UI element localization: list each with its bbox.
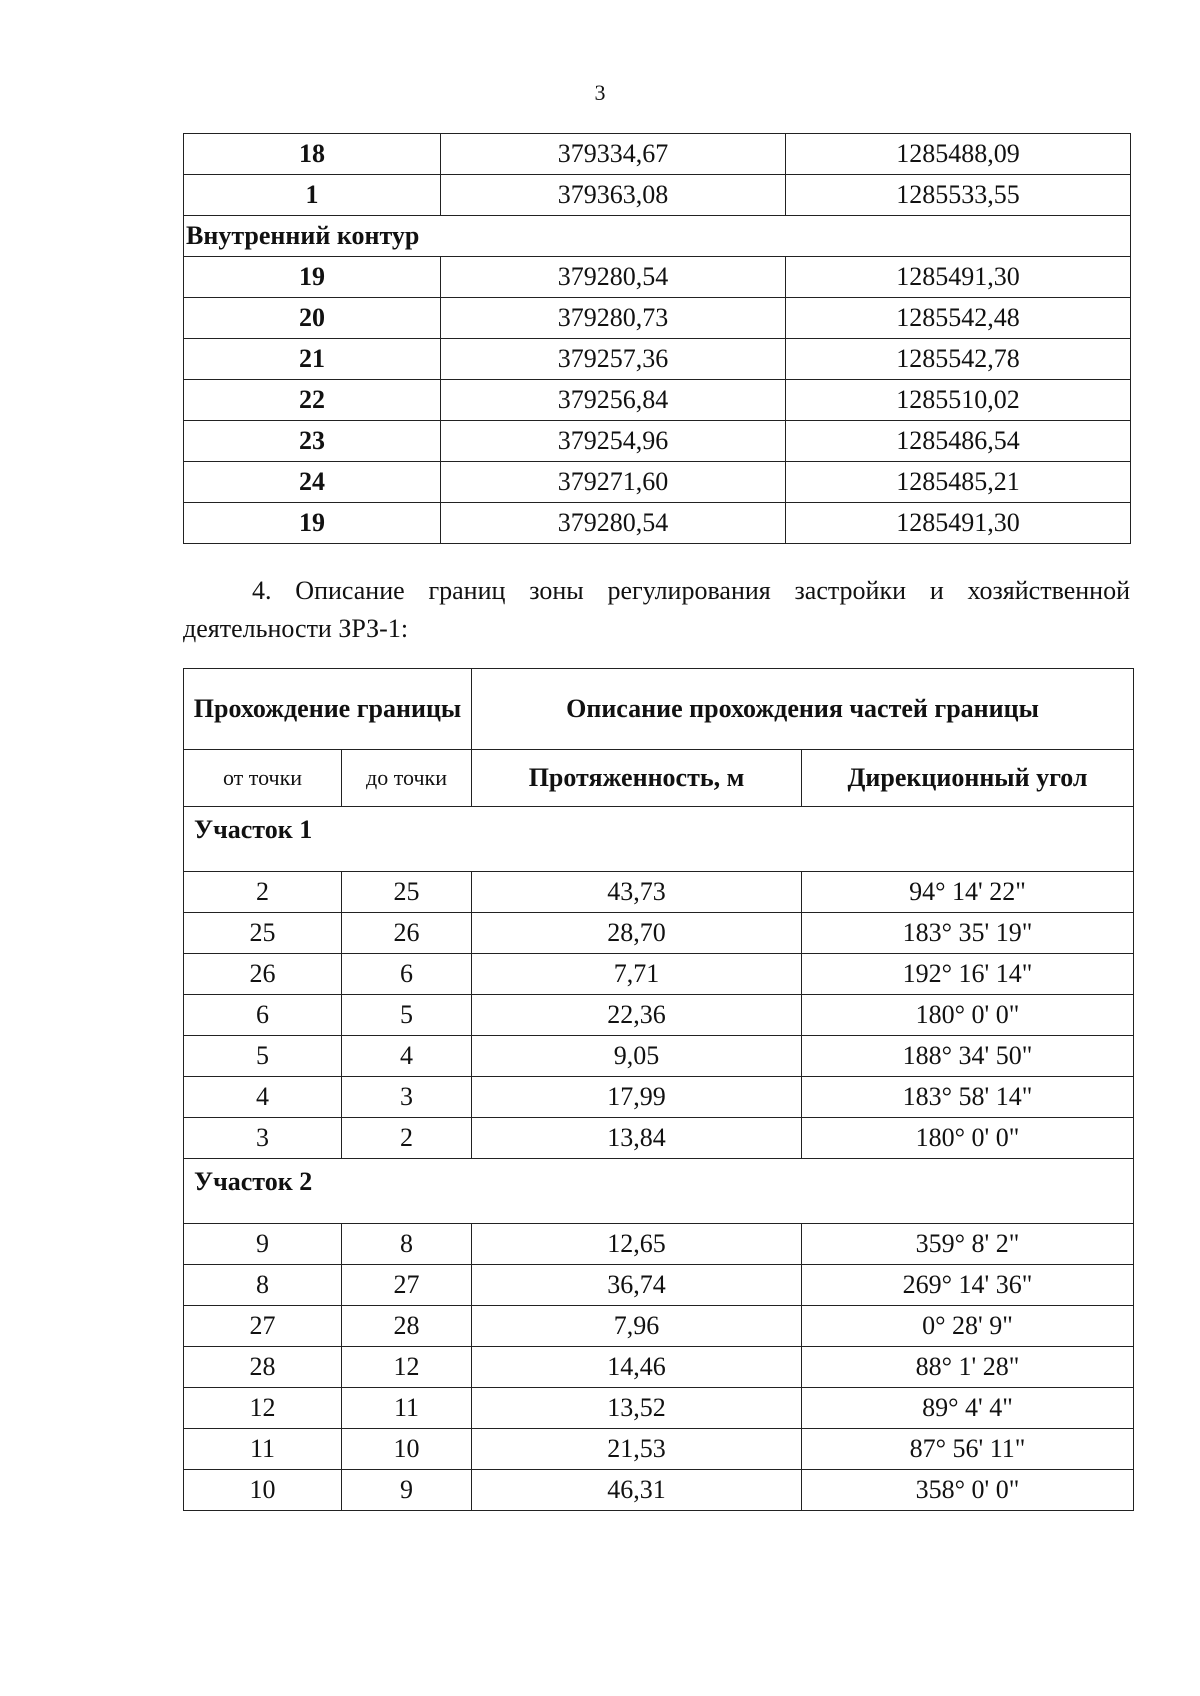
table-row [184, 1265, 1134, 1306]
point-number: 1 [184, 175, 441, 216]
from-point: 10 [184, 1470, 342, 1511]
table-row [184, 1306, 1134, 1347]
x-coordinate: 379254,96 [441, 421, 786, 462]
x-coordinate: 379280,54 [441, 503, 786, 544]
from-point: 27 [184, 1306, 342, 1347]
point-number: 24 [184, 462, 441, 503]
from-point: 6 [184, 995, 342, 1036]
direction-angle: 188° 34' 50" [802, 1036, 1134, 1077]
to-point: 10 [342, 1429, 472, 1470]
point-number: 18 [184, 134, 441, 175]
direction-angle: 87° 56' 11" [802, 1429, 1134, 1470]
section-label: Участок 2 [184, 1159, 1134, 1224]
from-point: 3 [184, 1118, 342, 1159]
table-row [184, 175, 1131, 216]
table-row [184, 913, 1134, 954]
from-point: 5 [184, 1036, 342, 1077]
to-point: 9 [342, 1470, 472, 1511]
to-point: 11 [342, 1388, 472, 1429]
segment-length: 7,96 [472, 1306, 802, 1347]
segment-length: 28,70 [472, 913, 802, 954]
point-number: 19 [184, 503, 441, 544]
table-row [184, 339, 1131, 380]
table-row [184, 1388, 1134, 1429]
direction-angle: 192° 16' 14" [802, 954, 1134, 995]
from-point: 12 [184, 1388, 342, 1429]
segment-length: 13,52 [472, 1388, 802, 1429]
table-row [184, 1036, 1134, 1077]
direction-angle: 94° 14' 22" [802, 872, 1134, 913]
table-row [184, 1224, 1134, 1265]
section-4-paragraph: 4. Описание границ зоны регулирования застройки и хозяйственной деятельности ЗРЗ-1: [183, 576, 1130, 643]
y-coordinate: 1285533,55 [786, 175, 1131, 216]
direction-angle: 269° 14' 36" [802, 1265, 1134, 1306]
point-number: 21 [184, 339, 441, 380]
header-to-point: до точки [342, 750, 472, 807]
segment-length: 36,74 [472, 1265, 802, 1306]
section-row [184, 1159, 1134, 1224]
x-coordinate: 379280,54 [441, 257, 786, 298]
boundary-description-table [183, 668, 1134, 1511]
segment-length: 13,84 [472, 1118, 802, 1159]
segment-length: 9,05 [472, 1036, 802, 1077]
x-coordinate: 379271,60 [441, 462, 786, 503]
direction-angle: 359° 8' 2" [802, 1224, 1134, 1265]
y-coordinate: 1285542,78 [786, 339, 1131, 380]
section-row [184, 216, 1131, 257]
x-coordinate: 379256,84 [441, 380, 786, 421]
coordinates-table-body [184, 134, 1131, 544]
to-point: 26 [342, 913, 472, 954]
to-point: 2 [342, 1118, 472, 1159]
segment-length: 14,46 [472, 1347, 802, 1388]
point-number: 22 [184, 380, 441, 421]
y-coordinate: 1285488,09 [786, 134, 1131, 175]
direction-angle: 180° 0' 0" [802, 1118, 1134, 1159]
table-row [184, 462, 1131, 503]
from-point: 2 [184, 872, 342, 913]
direction-angle: 183° 35' 19" [802, 913, 1134, 954]
segment-length: 43,73 [472, 872, 802, 913]
direction-angle: 89° 4' 4" [802, 1388, 1134, 1429]
from-point: 25 [184, 913, 342, 954]
inner-contour-label: Внутренний контур [184, 216, 1131, 257]
section-row [184, 807, 1134, 872]
to-point: 12 [342, 1347, 472, 1388]
table-row [184, 1347, 1134, 1388]
segment-length: 46,31 [472, 1470, 802, 1511]
table-row [184, 1470, 1134, 1511]
segment-length: 21,53 [472, 1429, 802, 1470]
point-number: 20 [184, 298, 441, 339]
header-angle: Дирекционный угол [802, 750, 1134, 807]
page-number: 3 [594, 80, 606, 105]
table-row [184, 380, 1131, 421]
table-row [184, 134, 1131, 175]
segment-length: 7,71 [472, 954, 802, 995]
x-coordinate: 379280,73 [441, 298, 786, 339]
y-coordinate: 1285486,54 [786, 421, 1131, 462]
table-row [184, 503, 1131, 544]
table-row [184, 257, 1131, 298]
from-point: 11 [184, 1429, 342, 1470]
header-length: Протяженность, м [472, 750, 802, 807]
table-row [184, 954, 1134, 995]
from-point: 26 [184, 954, 342, 995]
header-description: Описание прохождения частей границы [472, 669, 1134, 750]
direction-angle: 88° 1' 28" [802, 1347, 1134, 1388]
boundary-table-body [184, 807, 1134, 1511]
from-point: 9 [184, 1224, 342, 1265]
y-coordinate: 1285491,30 [786, 503, 1131, 544]
table-row [184, 1077, 1134, 1118]
x-coordinate: 379334,67 [441, 134, 786, 175]
header-from-point: от точки [184, 750, 342, 807]
table-row [184, 298, 1131, 339]
point-number: 19 [184, 257, 441, 298]
y-coordinate: 1285491,30 [786, 257, 1131, 298]
coordinates-table [183, 133, 1131, 544]
direction-angle: 180° 0' 0" [802, 995, 1134, 1036]
table-row [184, 1429, 1134, 1470]
to-point: 27 [342, 1265, 472, 1306]
to-point: 3 [342, 1077, 472, 1118]
segment-length: 17,99 [472, 1077, 802, 1118]
header-row [184, 669, 1134, 750]
to-point: 8 [342, 1224, 472, 1265]
boundary-table-header [184, 669, 1134, 807]
direction-angle: 183° 58' 14" [802, 1077, 1134, 1118]
from-point: 8 [184, 1265, 342, 1306]
direction-angle: 0° 28' 9" [802, 1306, 1134, 1347]
segment-length: 22,36 [472, 995, 802, 1036]
point-number: 23 [184, 421, 441, 462]
y-coordinate: 1285485,21 [786, 462, 1131, 503]
to-point: 6 [342, 954, 472, 995]
to-point: 28 [342, 1306, 472, 1347]
to-point: 25 [342, 872, 472, 913]
x-coordinate: 379257,36 [441, 339, 786, 380]
to-point: 5 [342, 995, 472, 1036]
header-passage: Прохождение границы [184, 669, 472, 750]
table-row [184, 872, 1134, 913]
to-point: 4 [342, 1036, 472, 1077]
y-coordinate: 1285510,02 [786, 380, 1131, 421]
from-point: 28 [184, 1347, 342, 1388]
direction-angle: 358° 0' 0" [802, 1470, 1134, 1511]
segment-length: 12,65 [472, 1224, 802, 1265]
table-row [184, 421, 1131, 462]
table-row [184, 1118, 1134, 1159]
y-coordinate: 1285542,48 [786, 298, 1131, 339]
subheader-row [184, 750, 1134, 807]
x-coordinate: 379363,08 [441, 175, 786, 216]
table-row [184, 995, 1134, 1036]
from-point: 4 [184, 1077, 342, 1118]
section-label: Участок 1 [184, 807, 1134, 872]
